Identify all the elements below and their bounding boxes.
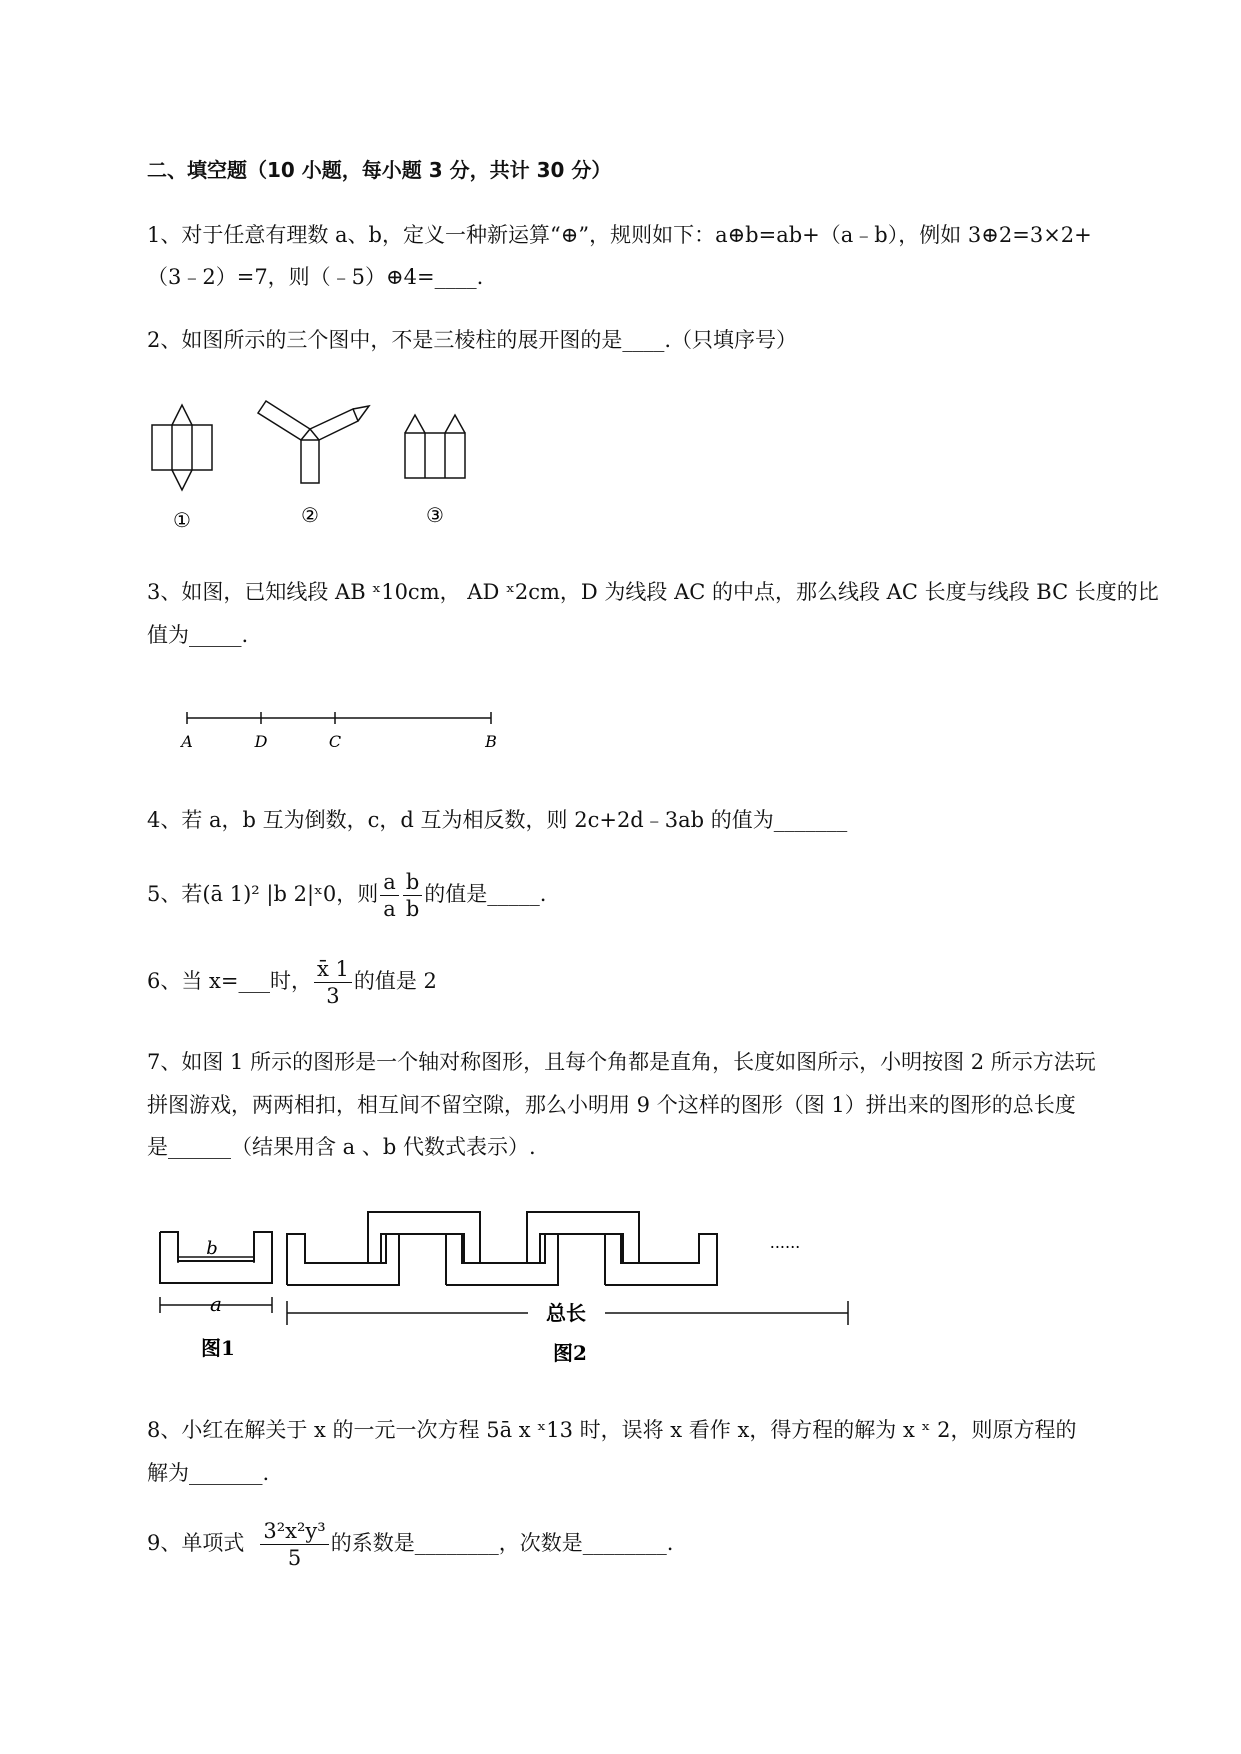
total-length-label: 总长 (546, 1301, 586, 1325)
fig2-caption: 图2 (553, 1341, 587, 1365)
point-label-c: C (328, 732, 342, 751)
net-label-2: ② (301, 503, 319, 527)
q3-line2: 值为_____. (147, 623, 249, 647)
q5-suffix: 的值是_____. (424, 882, 547, 906)
section-title: 二、填空题（10 小题，每小题 3 分，共计 30 分） (147, 158, 612, 182)
q5-frac2-numerator: b (403, 869, 422, 896)
net-label-3: ③ (426, 503, 444, 527)
q9-numerator: 3²x²y³ (260, 1518, 328, 1545)
q7-line3: 是______（结果用含 a 、b 代数式表示）. (147, 1135, 536, 1159)
q5-fraction-1 (380, 869, 399, 922)
q9-prefix: 9、单项式 (147, 1531, 245, 1555)
q7-puzzle-figure (150, 1205, 870, 1379)
q8-line1: 8、小红在解关于 x 的一元一次方程 5ā x ˣ13 时，误将 x 看作 x，得方程的解为 x ˣ 2，则原方程的 (147, 1418, 1077, 1442)
q4-text: 4、若 a，b 互为倒数，c，d 互为相反数，则 2c+2d﹣3ab 的值为_______ (147, 808, 848, 832)
point-label-d: D (254, 732, 268, 751)
continuation-dots: ...... (769, 1233, 801, 1252)
q6-prefix: 6、当 x=___时， (147, 969, 312, 993)
q5-line (147, 868, 546, 922)
q9-denominator: 5 (287, 1546, 302, 1570)
q9-fraction (260, 1518, 328, 1571)
point-label-b: B (485, 732, 497, 751)
q6-suffix: 的值是 2 (353, 969, 437, 993)
q3-line1: 3、如图，已知线段 AB ˣ10cm， AD ˣ2cm，D 为线段 AC 的中点，那么线段 AC 长度与线段 BC 长度的比 (147, 580, 1159, 604)
q2-figure (145, 395, 475, 544)
q6-line (147, 955, 437, 1009)
q7-line2: 拼图游戏，两两相扣，相互间不留空隙，那么小明用 9 个这样的图形（图 1）拼出来的图形的总长度 (147, 1093, 1076, 1117)
q6-denominator: 3 (326, 984, 340, 1008)
q5-fraction-2 (403, 869, 422, 922)
q2-text: 2、如图所示的三个图中，不是三棱柱的展开图的是____.（只填序号） (147, 328, 798, 352)
net-label-1: ① (173, 508, 191, 532)
q1-line1: 1、对于任意有理数 a、b，定义一种新运算“⊕”，规则如下：a⊕b=ab+（a﹣b），例如 3⊕2=3×2+ (147, 223, 1092, 247)
q9-line (147, 1515, 673, 1571)
q8-line2: 解为_______. (147, 1461, 270, 1485)
q5-frac1-denominator: a (383, 897, 396, 921)
q7-line1: 7、如图 1 所示的图形是一个轴对称图形，且每个角都是直角，长度如图所示，小明按图 2 所示方法玩 (147, 1050, 1096, 1074)
point-label-a: A (181, 732, 193, 751)
q9-suffix: 的系数是________，次数是________. (330, 1531, 674, 1555)
dim-label-b: b (206, 1238, 218, 1259)
fig1-caption: 图1 (201, 1336, 235, 1360)
q3-segment-figure (175, 705, 505, 759)
q5-prefix: 5、若(ā 1)² |b 2|ˣ0，则 (147, 882, 379, 906)
dim-label-a: a (210, 1292, 222, 1316)
q1-line2: （3﹣2）=7，则（﹣5）⊕4=____. (147, 265, 484, 289)
q5-frac2-denominator: b (405, 897, 420, 921)
q6-fraction (314, 956, 352, 1009)
q6-numerator: x̄ 1 (314, 956, 352, 983)
q5-frac1-numerator: a (380, 869, 399, 896)
